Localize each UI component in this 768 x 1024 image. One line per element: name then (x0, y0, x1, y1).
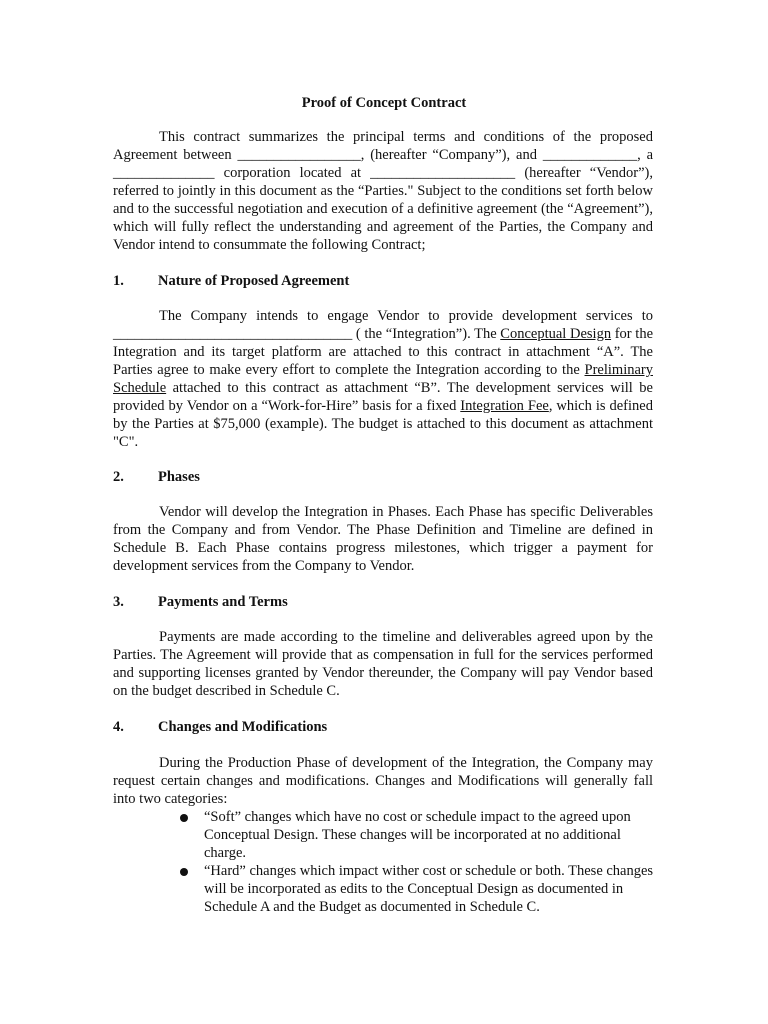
section-3-paragraph: Payments are made according to the timeline and deliverables agreed upon by the Parties. The Agreement will provide that as compensation in full for the services performed and supporting licenses granted by Vendor thereunder, the Company will pay Vendor based on the budget described in Schedule C. (113, 629, 653, 699)
section-1-text-a: The Company intends to engage Vendor to provide development services to _________________________________ ( the “Integration”). The (113, 308, 653, 342)
section-4-paragraph: During the Production Phase of development of the Integration, the Company may request certain changes and modifications. Changes and Modifications will generally fall into two categories: (113, 755, 653, 807)
section-2-paragraph: Vendor will develop the Integration in Phases. Each Phase has specific Deliverables from the Company and from Vendor. The Phase Definition and Timeline are defined in Schedule B. Each Phase contains progress milestones, which trigger a payment for development services from the Company to Vendor. (113, 504, 653, 574)
section-2-heading (113, 468, 200, 486)
section-1-text-d: , which is defined by the Parties at $75,000 (example). The budget is attached to this document as attachment "C". (113, 398, 653, 450)
list-item (160, 862, 655, 916)
section-2-number: 2. (113, 469, 124, 485)
list-item (160, 808, 655, 862)
bullet-icon (180, 868, 188, 876)
intro-paragraph: This contract summarizes the principal terms and conditions of the proposed Agreement between _________________, (hereafter “Company”), and _____________, a ______________ corporation located at ____________________ (hereafter “Vendor”), referred to jointly in this document as the “Parties." Subject to the conditions set forth below and to the successful negotiation and execution of a definitive agreement (the “Agreement”), which will fully reflect the understanding and agreement of the Parties, the Company and Vendor intend to consummate the following Contract; (113, 129, 653, 253)
section-1-text-c: attached to this contract as attachment “B”. The development services will be provided by Vendor on a “Work-for-Hire” basis for a fixed (113, 380, 653, 414)
section-1-title: Nature of Proposed Agreement (158, 273, 350, 289)
section-3-heading (113, 593, 288, 611)
hard-changes-text: “Hard” changes which impact wither cost or schedule or both. These changes will be incorporated as edits to the Conceptual Design as documented in Schedule A and the Budget as documented in Schedule C. (204, 863, 654, 915)
section-1-text-b: for the Integration and its target platform are attached to this contract in attachment “A”. The Parties agree to make every effort to complete the Integration according to the (113, 326, 654, 378)
section-3-title: Payments and Terms (158, 594, 288, 610)
integration-fee-term: Integration Fee (460, 398, 549, 414)
section-4-title: Changes and Modifications (158, 719, 328, 735)
preliminary-schedule-term: Preliminary Schedule (113, 362, 653, 396)
bullet-icon (180, 814, 188, 822)
section-3-number: 3. (113, 594, 124, 610)
section-1-heading (113, 272, 349, 290)
changes-bullet-list (160, 808, 655, 916)
section-4-heading (113, 718, 327, 736)
conceptual-design-term: Conceptual Design (500, 326, 612, 342)
soft-changes-text: “Soft” changes which have no cost or schedule impact to the agreed upon Conceptual Design. These changes will be incorporated at no additional charge. (204, 809, 631, 861)
section-1-number: 1. (113, 273, 124, 289)
section-4-number: 4. (113, 719, 124, 735)
section-2-title: Phases (158, 469, 200, 485)
document-title: Proof of Concept Contract (301, 95, 467, 111)
section-1-paragraph (113, 307, 653, 451)
